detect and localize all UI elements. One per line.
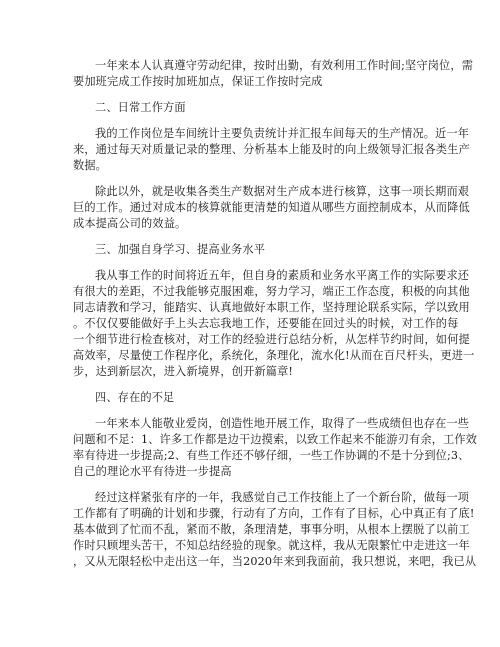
paragraph-line: 。不仅仅要能做好手上头去忘我地工作，还要能在回过头的时候，对工作的每	[73, 317, 459, 330]
paragraph-line: 来，通过每天对质量记录的整理、分析基本上能及时的向上级领导汇报各类生产	[73, 143, 470, 156]
paragraph-line: 我的工作岗位是车间统计主要负责统计并汇报车间每天的生产情况。近一年	[95, 127, 470, 140]
paragraph-line: 步，达到新层次，进入新境界，创开新篇章!	[73, 365, 294, 378]
paragraph-line: 经过这样紧张有序的一年，我感觉自己工作技能上了一个新台阶，做每一项	[95, 491, 470, 504]
paragraph-line: 成本提高公司的效益。	[73, 217, 187, 230]
paragraph-line: 一年来本人认真遵守劳动纪律，按时出勤，有效利用工作时间;坚守岗位，需	[95, 59, 474, 72]
paragraph-line: 率有待进一步提高;2、有些工作还不够仔细，一些工作协调的不是十分到位;3、	[73, 449, 470, 462]
paragraph-line: 我从事工作的时间将近五年，但自身的素质和业务水平离工作的实际要求还	[95, 269, 470, 282]
paragraph-line: 工作都有了明确的计划和步骤，行动有了方向，工作有了目标，心中真正有了底!	[73, 507, 475, 520]
paragraph-line: 作时只顾埋头苦干，不知总结经验的现象。就这样，我从无限繁忙中走进这一年	[73, 539, 470, 552]
paragraph-line: 高效率，尽量使工作程序化，系统化，条理化，流水化!从而在百尺杆头，更进一	[73, 349, 475, 362]
paragraph-line: 有很大的差距，不过我能够克服困难，努力学习，端正工作态度，积极的向其他	[73, 285, 470, 298]
section-heading: 二、日常工作方面	[95, 101, 186, 114]
paragraph-line: 自己的理论水平有待进一步提高	[73, 465, 232, 478]
paragraph-line: 一年来本人能敬业爱岗，创造性地开展工作，取得了一些成绩但也存在一些	[95, 417, 470, 430]
paragraph-line: 巨的工作。通过对成本的核算就能更清楚的知道从哪些方面控制成本，从而降低	[73, 201, 470, 214]
paragraph-line: 同志请教和学习，能踏实、认真地做好本职工作，坚持理论联系实际，学以致用	[73, 301, 470, 314]
paragraph-line: 一个细节进行检查核对，对工作的经验进行总结分析，从怎样节约时间，如何提	[73, 333, 470, 346]
paragraph-line: 数据。	[73, 159, 108, 172]
section-heading: 三、加强自身学习、提高业务水平	[95, 243, 266, 256]
paragraph-line: 问题和不足：1、许多工作都是边干边摸索，以致工作起来不能游刃有余，工作效	[73, 433, 478, 446]
section-heading: 四、存在的不足	[95, 391, 175, 404]
paragraph-line: 基本做到了忙而不乱，紧而不散，条理清楚，事事分明，从根本上摆脱了以前工	[73, 523, 470, 536]
paragraph-line: 除此以外，就是收集各类生产数据对生产成本进行核算，这事一项长期而艰	[95, 185, 470, 198]
paragraph-line: 要加班完成工作按时加班加点，保证工作按时完成	[73, 75, 323, 88]
paragraph-line: ，又从无限轻松中走出这一年，当2020年来到我面前，我只想说，来吧，我已从	[73, 555, 477, 568]
